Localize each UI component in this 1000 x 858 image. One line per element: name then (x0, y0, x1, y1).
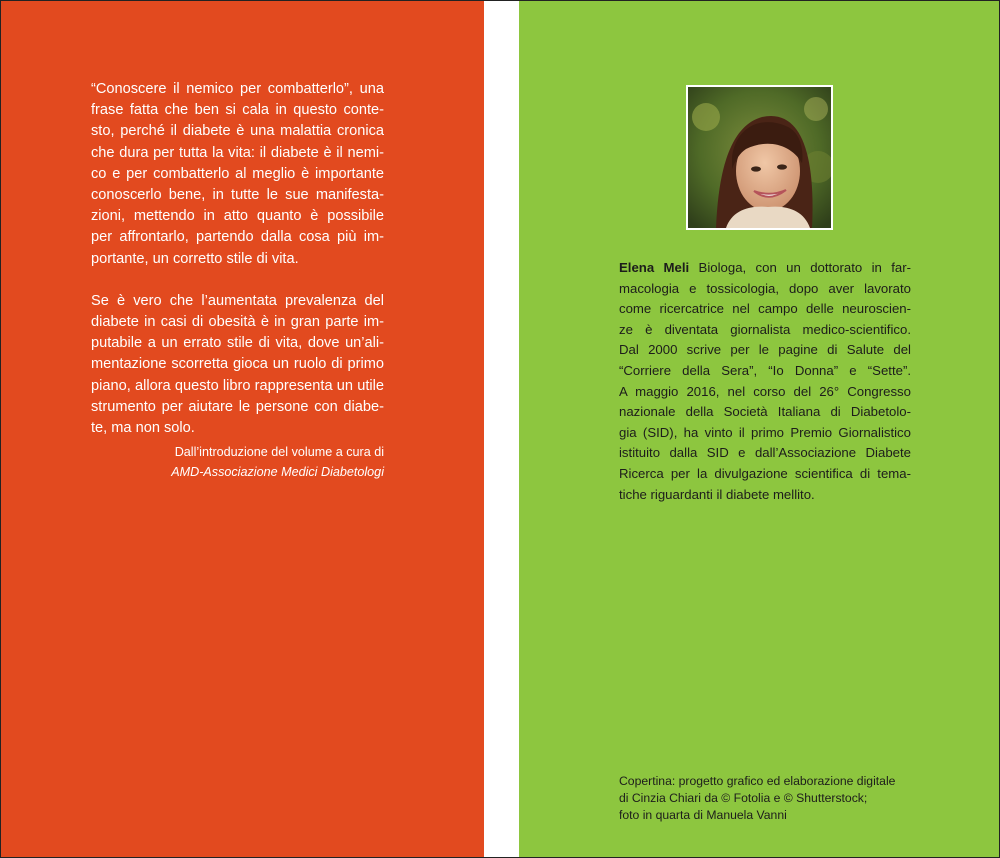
text-line: putabile a un errato stile di vita, dove un’ali- (91, 335, 384, 352)
intro-text (91, 79, 384, 439)
text-line: gia (SID), ha vinto il primo Premio Giornalistico (619, 424, 911, 440)
credit-line: di Cinzia Chiari da © Fotolia e © Shutterstock; (619, 791, 868, 806)
text-line: co e per combatterlo al meglio è importante (91, 165, 384, 182)
text-line: zioni, mettendo in atto quanto è possibile (91, 208, 384, 225)
bio-first-line: Biologa, con un dottorato in far- (689, 260, 911, 275)
text-line: Dal 2000 scrive per le pagine di Salute del (619, 342, 911, 358)
text-line: piano, allora questo libro rappresenta un utile (91, 377, 384, 394)
text-line: sto, perché il diabete è una malattia cronica (91, 123, 384, 140)
credit-line: Copertina: progetto grafico ed elaborazione digitale (619, 774, 896, 788)
attribution-source: Dall’introduzione del volume a cura di (174, 445, 384, 459)
text-line: strumento per aiutare le persone con diabe- (91, 398, 384, 415)
text-line: tiche riguardanti il diabete mellito. (619, 486, 815, 502)
text-line: portante, un corretto stile di vita. (91, 250, 299, 267)
attribution-organization: AMD-Associazione Medici Diabetologi (171, 465, 384, 479)
text-line: conoscerlo bene, in tutte le sue manifesta- (91, 187, 384, 204)
back-flap-panel (519, 1, 999, 857)
text-line: diabete in casi di obesità è in gran parte im- (91, 314, 384, 331)
back-cover-panel (1, 1, 484, 857)
author-photo (686, 85, 833, 230)
text-line: macologia e tossicologia, dopo aver lavorato (619, 280, 911, 296)
author-portrait-image (688, 87, 831, 228)
intro-paragraph-1 (91, 79, 384, 270)
text-line: “Corriere della Sera”, “Io Donna” e “Sette”. (619, 362, 911, 378)
text-line: “Conoscere il nemico per combatterlo”, una (91, 81, 384, 97)
text-line: Ricerca per la divulgazione scientifica di tema- (619, 465, 911, 481)
text-line: per affrontarlo, partendo dalla cosa più im- (91, 229, 384, 246)
text-line: ze è diventata giornalista medico-scientifico. (619, 321, 911, 337)
text-line: istituito dalla SID e dall’Associazione Diabete (619, 445, 911, 461)
text-line: come ricercatrice nel campo delle neuroscien- (619, 301, 911, 317)
cover-credits (619, 773, 949, 825)
author-bio (619, 258, 911, 505)
text-line: A maggio 2016, nel corso del 26° Congresso (619, 383, 911, 399)
quote-attribution (124, 442, 384, 482)
text-line: Se è vero che l’aumentata prevalenza del (91, 292, 384, 309)
author-name: Elena Meli (619, 260, 690, 275)
text-line: che dura per tutta la vita: il diabete è il nemi- (91, 144, 384, 161)
text-line (619, 258, 911, 279)
text-line: frase fatta che ben si cala in questo conte- (91, 102, 384, 119)
text-line: te, ma non solo. (91, 420, 195, 437)
text-line: mentazione scorretta gioca un ruolo di primo (91, 356, 384, 373)
intro-paragraph-2 (91, 291, 384, 439)
spine-gutter (484, 1, 519, 857)
text-line: nazionale della Società Italiana di Diabetolo- (619, 404, 911, 420)
credit-line: foto in quarta di Manuela Vanni (619, 808, 787, 823)
